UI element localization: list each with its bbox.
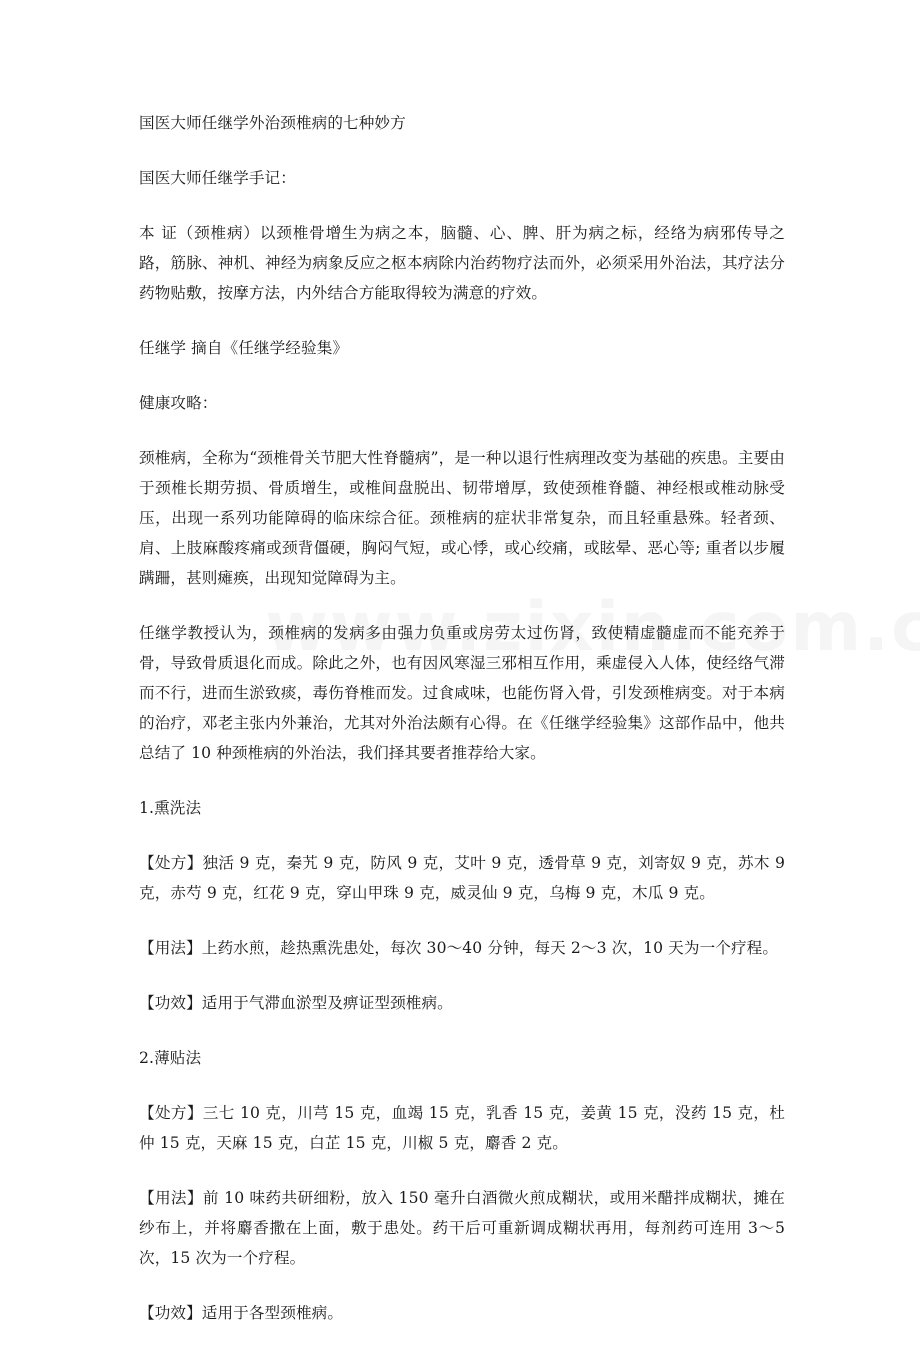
method2-heading: 2.薄贴法 [139, 1049, 202, 1067]
document-title: 国医大师任继学外治颈椎病的七种妙方 [139, 114, 406, 132]
overview-paragraph: 颈椎病，全称为“颈椎骨关节肥大性脊髓病”，是一种以退行性病理改变为基础的疾患。主要由于颈椎长期劳损、骨质增生，或椎间盘脱出、韧带增厚，致使颈椎脊髓、神经根或椎动脉受压，出现一系列功能障碍的临床综合征。颈椎病的症状非常复杂，而且轻重悬殊。轻者颈、肩、上肢麻酸疼痛或颈背僵硬，胸闷气短，或心悸，或心绞痛，或眩晕、恶心等; 重者以步履蹒跚，甚则瘫痪，出现知觉障碍为主。 [139, 449, 785, 587]
document-body [139, 108, 785, 1353]
method2-usage: 【用法】前 10 味药共研细粉，放入 150 毫升白酒微火煎成糊状，或用米醋拌成糊状，摊在纱布上，并将麝香撒在上面，敷于患处。药干后可重新调成糊状再用，每剂药可连用 3～5 次，15 次为一个疗程。 [139, 1189, 785, 1267]
health-label: 健康攻略： [139, 394, 218, 412]
method2-prescription: 【处方】三七 10 克，川芎 15 克，血竭 15 克，乳香 15 克，姜黄 15 克，没药 15 克，杜仲 15 克，天麻 15 克，白芷 15 克，川椒 5 克，麝香 2 克。 [139, 1104, 785, 1152]
source-line: 任继学 摘自《任继学经验集》 [139, 339, 349, 357]
intro-paragraph: 本 证（颈椎病）以颈椎骨增生为病之本，脑髓、心、脾、肝为病之标，经络为病邪传导之路，筋脉、神机、神经为病象反应之枢本病除内治药物疗法而外，必须采用外治法，其疗法分药物贴敷，按摩方法，内外结合方能取得较为满意的疗效。 [139, 224, 785, 302]
notes-label: 国医大师任继学手记： [139, 169, 296, 187]
method2-effect: 【功效】适用于各型颈椎病。 [139, 1304, 344, 1322]
method1-heading: 1.熏洗法 [139, 799, 202, 817]
method1-usage: 【用法】上药水煎，趁热熏洗患处，每次 30～40 分钟，每天 2～3 次，10 天为一个疗程。 [139, 939, 779, 957]
method1-effect: 【功效】适用于气滞血淤型及痹证型颈椎病。 [139, 994, 453, 1012]
treatment-paragraph: 任继学教授认为，颈椎病的发病多由强力负重或房劳太过伤肾，致使精虚髓虚而不能充养于骨，导致骨质退化而成。除此之外，也有因风寒湿三邪相互作用，乘虚侵入人体，使经络气滞而不行，进而生淤致痰，毒伤脊椎而发。过食咸味，也能伤肾入骨，引发颈椎病变。对于本病的治疗，邓老主张内外兼治，尤其对外治法颇有心得。在《任继学经验集》这部作品中，他共总结了 10 种颈椎病的外治法，我们择其要者推荐给大家。 [139, 624, 785, 762]
method1-prescription: 【处方】独活 9 克，秦艽 9 克，防风 9 克，艾叶 9 克，透骨草 9 克，刘寄奴 9 克，苏木 9 克，赤芍 9 克，红花 9 克，穿山甲珠 9 克，威灵仙 9 克，乌梅 9 克，木瓜 9 克。 [139, 854, 785, 902]
